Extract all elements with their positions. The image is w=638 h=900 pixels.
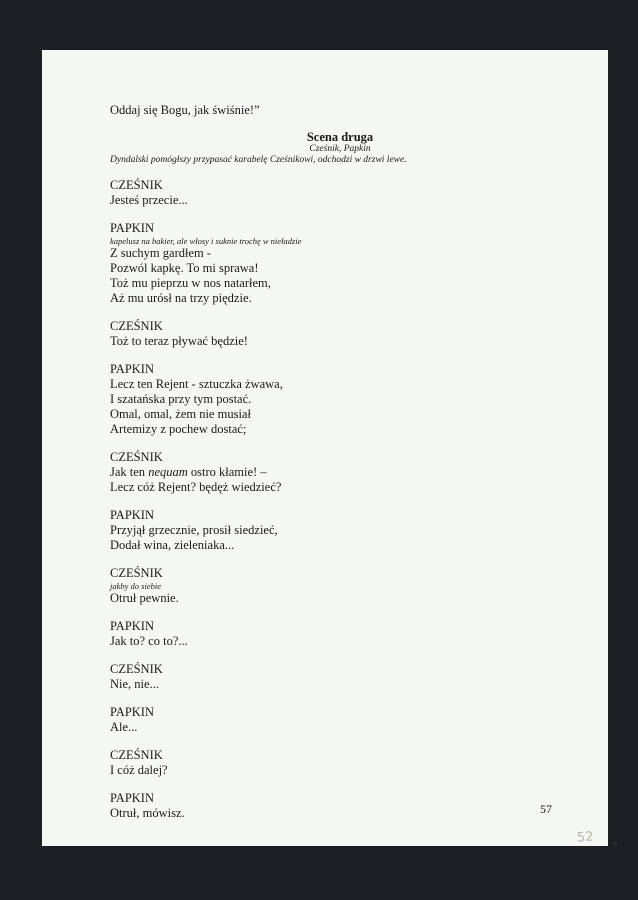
- dialogue-block: [110, 619, 570, 649]
- dialogue-block: [110, 319, 570, 349]
- verse-line: Nie, nie...: [110, 677, 159, 691]
- verse-line: Omal, omal, żem nie musiał: [110, 407, 251, 421]
- speaker-name: CZEŚNIK: [110, 178, 163, 192]
- verse-line: Artemizy z pochew dostać;: [110, 422, 247, 436]
- stage-direction: jakby do siebie: [110, 581, 161, 591]
- dialogue-block: [110, 508, 570, 553]
- scene-header: [230, 130, 450, 155]
- verse-line: Lecz ten Rejent - sztuczka żwawa,: [110, 377, 283, 391]
- speaker-name: PAPKIN: [110, 362, 155, 376]
- speaker-name: CZEŚNIK: [110, 748, 163, 762]
- speaker-name: CZEŚNIK: [110, 662, 163, 676]
- handwritten-page-mark: 52: [576, 829, 595, 846]
- dialogue-block: [110, 705, 570, 735]
- verse-line: Otruł pewnie.: [110, 591, 179, 605]
- verse-line: Z suchym gardłem -: [110, 246, 212, 260]
- speaker-name: PAPKIN: [110, 508, 155, 522]
- verse-line: Dodał wina, zieleniaka...: [110, 538, 235, 552]
- verse-line: Przyjął grzecznie, prosił siedzieć,: [110, 523, 278, 537]
- verse-line: Jesteś przecie...: [110, 193, 188, 207]
- verse-line: I cóż dalej?: [110, 763, 168, 777]
- dialogue-block: [110, 662, 570, 692]
- speaker-name: PAPKIN: [110, 619, 155, 633]
- speaker-name: CZEŚNIK: [110, 319, 163, 333]
- document-page: [42, 50, 608, 846]
- verse-line: Jak ten nequam ostro kłamie! –: [110, 465, 267, 479]
- opening-line: Oddaj się Bogu, jak świśnie!”: [110, 103, 260, 117]
- dialogue-block: [110, 450, 570, 495]
- stage-direction: kapelusz na bakier, ale włosy i suknie trochę w nieładzie: [110, 236, 302, 246]
- verse-line: Lecz cóż Rejent? będęż wiedzieć?: [110, 480, 282, 494]
- page-number: 57: [540, 802, 552, 816]
- scene-characters: Cześnik, Papkin: [309, 144, 371, 154]
- dialogue-block: [110, 566, 570, 606]
- verse-line: Jak to? co to?...: [110, 634, 188, 648]
- play-text: [110, 103, 570, 821]
- verse-line: Aż mu urósł na trzy piędzie.: [110, 291, 252, 305]
- verse-line: Ale...: [110, 720, 138, 734]
- dialogue-list: [110, 178, 570, 821]
- speaker-name: PAPKIN: [110, 221, 155, 235]
- verse-line: Toż mu pieprzu w nos natarłem,: [110, 276, 271, 290]
- ink-dot: [614, 842, 617, 845]
- verse-line: Otruł, mówisz.: [110, 806, 185, 820]
- verse-line: Pozwól kapkę. To mi sprawa!: [110, 261, 259, 275]
- dialogue-block: [110, 791, 570, 821]
- speaker-name: CZEŚNIK: [110, 450, 163, 464]
- verse-line: I szatańska przy tym postać.: [110, 392, 252, 406]
- speaker-name: PAPKIN: [110, 705, 155, 719]
- dialogue-block: [110, 221, 570, 306]
- scene-title: Scena druga: [306, 130, 374, 144]
- dialogue-block: [110, 748, 570, 778]
- dialogue-block: [110, 178, 570, 208]
- scene-stage-direction: Dyndalski pomógłszy przypasać karabelę Cześnikowi, odchodzi w drzwi lewe.: [110, 155, 407, 165]
- speaker-name: CZEŚNIK: [110, 566, 163, 580]
- speaker-name: PAPKIN: [110, 791, 155, 805]
- verse-line: Toż to teraz pływać będzie!: [110, 334, 248, 348]
- dialogue-block: [110, 362, 570, 437]
